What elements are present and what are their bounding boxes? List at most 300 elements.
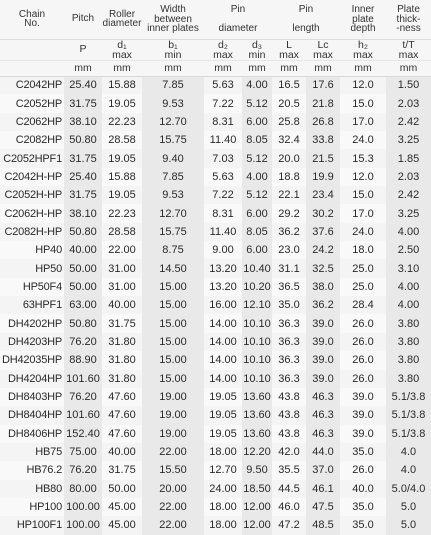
cell-pin-d2: 9.00 xyxy=(212,244,234,257)
header-depth-line3: depth xyxy=(350,23,376,34)
cell-pin-length-lc: 19.9 xyxy=(306,168,340,186)
table-row xyxy=(0,498,431,516)
table-row xyxy=(0,351,431,369)
unit-cell: mm xyxy=(340,60,386,76)
cell-plate-thickness: 3.80 xyxy=(386,314,431,332)
cell-chain-no: HP40 xyxy=(35,244,62,257)
cell-pin-d2: 14.00 xyxy=(209,354,237,367)
cell-inner-width: 19.00 xyxy=(142,406,204,424)
symbol-length-lc-2: max xyxy=(313,48,333,60)
table-row xyxy=(0,94,431,112)
unit-cell: mm xyxy=(242,60,272,76)
cell-pin-length-lc: 39.0 xyxy=(306,333,340,351)
cell-chain-no: DH8404HP xyxy=(7,409,62,422)
cell-pin-length-l: 36.3 xyxy=(278,335,300,348)
cell-roller-diameter: 19.05 xyxy=(108,97,136,110)
cell-pin-length-lc: 23.4 xyxy=(306,186,340,204)
cell-roller-diameter: 22.00 xyxy=(108,244,136,257)
header-roller-diameter xyxy=(102,0,142,39)
cell-pin-length-lc: 44.0 xyxy=(306,443,340,461)
header-thick-line1: Plate xyxy=(397,4,420,15)
cell-pin-d3: 8.05 xyxy=(242,131,272,149)
cell-pin-d3: 13.60 xyxy=(242,406,272,424)
cell-inner-width: 12.70 xyxy=(142,113,204,131)
cell-roller-diameter: 40.00 xyxy=(108,446,136,459)
symbol-length-lc xyxy=(306,39,340,60)
cell-plate-thickness: 4.00 xyxy=(386,278,431,296)
unit-cell: mm xyxy=(306,60,340,76)
cell-plate-depth: 12.0 xyxy=(352,170,374,183)
cell-pin-d2: 7.03 xyxy=(212,152,234,165)
cell-pin-d2: 7.22 xyxy=(212,97,234,110)
cell-plate-depth: 25.0 xyxy=(352,280,374,293)
cell-roller-diameter: 47.60 xyxy=(108,391,136,404)
cell-pin-length-l: 43.8 xyxy=(278,391,300,404)
table-row xyxy=(0,186,431,204)
cell-pitch: 25.40 xyxy=(64,76,102,94)
symbol-row xyxy=(0,39,431,60)
cell-pin-length-l: 36.5 xyxy=(278,280,300,293)
cell-chain-no: C2062H-HP xyxy=(4,207,62,220)
cell-plate-thickness: 2.50 xyxy=(386,241,431,259)
header-roller-line1: Roller xyxy=(108,8,136,20)
header-width-between-inner-plates xyxy=(142,0,204,39)
cell-plate-thickness: 2.03 xyxy=(386,94,431,112)
symbol-depth xyxy=(340,39,386,60)
unit-cell: mm xyxy=(102,60,142,76)
cell-pin-d3: 10.10 xyxy=(242,333,272,351)
unit-cell: mm xyxy=(204,60,242,76)
cell-pitch: 100.00 xyxy=(64,516,102,534)
cell-pin-length-l: 46.0 xyxy=(278,501,300,514)
cell-pitch: 38.10 xyxy=(64,204,102,222)
symbol-length-lc-1: Lc xyxy=(317,39,329,51)
cell-chain-no: C2042H-HP xyxy=(4,170,62,183)
symbol-width-2: min xyxy=(164,48,182,60)
cell-chain-no: HB76.2 xyxy=(26,464,62,477)
symbol-thickness-2: max xyxy=(398,48,419,60)
cell-pitch: 80.00 xyxy=(64,480,102,498)
header-thick-line2: thick- xyxy=(396,13,421,25)
cell-plate-depth: 26.0 xyxy=(352,335,374,348)
cell-pin-d2: 13.20 xyxy=(209,280,237,293)
cell-pin-d2: 5.63 xyxy=(212,170,234,183)
cell-inner-width: 22.00 xyxy=(142,516,204,534)
cell-pin-d3: 12.00 xyxy=(242,498,272,516)
cell-inner-width: 15.75 xyxy=(142,223,204,241)
cell-roller-diameter: 45.00 xyxy=(108,519,136,532)
cell-roller-diameter: 19.05 xyxy=(108,189,136,202)
cell-plate-depth: 26.0 xyxy=(352,354,374,367)
cell-inner-width: 14.50 xyxy=(142,259,204,277)
cell-inner-width: 15.00 xyxy=(142,333,204,351)
cell-pin-length-l: 43.8 xyxy=(278,409,300,422)
cell-pin-length-l: 18.8 xyxy=(278,170,300,183)
cell-inner-width: 12.70 xyxy=(142,204,204,222)
cell-roller-diameter: 15.88 xyxy=(108,170,136,183)
cell-pin-d3: 4.00 xyxy=(242,168,272,186)
header-chain-no-line2: No. xyxy=(24,18,40,30)
cell-pin-d3: 6.00 xyxy=(242,241,272,259)
cell-pitch: 63.00 xyxy=(64,296,102,314)
cell-pitch: 76.20 xyxy=(64,461,102,479)
cell-pin-length-lc: 46.3 xyxy=(306,406,340,424)
cell-plate-thickness: 3.10 xyxy=(386,259,431,277)
cell-pin-d2: 7.22 xyxy=(212,189,234,202)
table-row xyxy=(0,443,431,461)
table-row xyxy=(0,149,431,167)
table-row xyxy=(0,168,431,186)
header-pitch: Pitch xyxy=(64,0,102,39)
unit-cell: mm xyxy=(386,60,431,76)
cell-plate-thickness: 3.25 xyxy=(386,204,431,222)
header-pin-diameter xyxy=(204,0,272,39)
cell-roller-diameter: 28.58 xyxy=(108,134,136,147)
cell-plate-thickness: 5.0/4.0 xyxy=(386,480,431,498)
cell-plate-thickness: 3.25 xyxy=(386,131,431,149)
cell-pitch: 75.00 xyxy=(64,443,102,461)
cell-plate-thickness: 5.1/3.8 xyxy=(386,425,431,443)
cell-pitch: 50.00 xyxy=(64,259,102,277)
cell-pin-d3: 10.20 xyxy=(242,278,272,296)
symbol-pin-d3-2: min xyxy=(248,48,266,60)
cell-pin-length-l: 25.8 xyxy=(278,115,300,128)
cell-pin-d3: 12.20 xyxy=(242,443,272,461)
symbol-pin-d2-1: d₂ xyxy=(218,39,228,51)
cell-inner-width: 7.85 xyxy=(142,76,204,94)
cell-pin-d3: 6.00 xyxy=(242,113,272,131)
cell-pin-length-l: 42.0 xyxy=(278,446,300,459)
table-row xyxy=(0,241,431,259)
header-thick-line3: -ness xyxy=(396,23,421,34)
cell-pin-length-l: 36.3 xyxy=(278,372,300,385)
header-pin-length-line1: Pin xyxy=(298,4,314,15)
table-row xyxy=(0,278,431,296)
cell-chain-no: DH4203HP xyxy=(7,335,62,348)
cell-pitch: 50.80 xyxy=(64,131,102,149)
cell-inner-width: 20.00 xyxy=(142,480,204,498)
cell-pin-length-lc: 36.2 xyxy=(306,296,340,314)
header-inner-plate-depth xyxy=(340,0,386,39)
cell-pin-length-l: 20.0 xyxy=(278,152,300,165)
cell-roller-diameter: 31.00 xyxy=(108,262,136,275)
symbol-pitch: P xyxy=(64,39,102,60)
cell-pin-d2: 18.00 xyxy=(209,519,237,532)
cell-plate-thickness: 4.0 xyxy=(386,443,431,461)
cell-roller-diameter: 22.23 xyxy=(108,115,136,128)
symbol-thickness-1: t/T xyxy=(402,39,415,51)
cell-pin-length-lc: 46.3 xyxy=(306,425,340,443)
cell-pitch: 100.00 xyxy=(64,498,102,516)
cell-pin-length-lc: 21.8 xyxy=(306,94,340,112)
cell-inner-width: 15.00 xyxy=(142,314,204,332)
cell-pin-length-lc: 17.6 xyxy=(306,76,340,94)
cell-roller-diameter: 50.00 xyxy=(108,482,136,495)
symbol-roller xyxy=(102,39,142,60)
cell-roller-diameter: 31.80 xyxy=(108,335,136,348)
cell-roller-diameter: 31.80 xyxy=(108,372,136,385)
header-roller-line2: diameter xyxy=(102,18,142,30)
cell-roller-diameter: 31.75 xyxy=(108,464,136,477)
cell-pitch: 50.80 xyxy=(64,223,102,241)
cell-pin-d2: 19.05 xyxy=(209,391,237,404)
cell-pin-d2: 18.00 xyxy=(209,501,237,514)
cell-pin-d2: 5.63 xyxy=(212,79,234,92)
cell-pin-length-l: 29.2 xyxy=(278,207,300,220)
cell-pin-d2: 14.00 xyxy=(209,372,237,385)
cell-roller-diameter: 45.00 xyxy=(108,501,136,514)
header-plate-thickness xyxy=(386,0,431,39)
cell-plate-depth: 39.0 xyxy=(352,409,374,422)
header-pin-diameter-line2: diameter xyxy=(218,23,258,34)
table-row xyxy=(0,333,431,351)
cell-pin-d3: 4.00 xyxy=(242,76,272,94)
cell-pin-length-l: 23.0 xyxy=(278,244,300,257)
table-row xyxy=(0,296,431,314)
cell-plate-thickness: 1.50 xyxy=(386,76,431,94)
table-row xyxy=(0,516,431,534)
cell-plate-depth: 15.0 xyxy=(352,97,374,110)
header-pin-length xyxy=(272,0,340,39)
cell-pin-d2: 14.00 xyxy=(209,317,237,330)
symbol-chain xyxy=(0,39,64,60)
cell-pin-d3: 10.40 xyxy=(242,259,272,277)
cell-pin-length-lc: 32.5 xyxy=(306,259,340,277)
table-row xyxy=(0,480,431,498)
header-width-line2: between xyxy=(154,13,192,25)
table-row xyxy=(0,113,431,131)
cell-chain-no: DH8406HP xyxy=(7,427,62,440)
cell-pin-length-lc: 26.8 xyxy=(306,113,340,131)
cell-inner-width: 19.00 xyxy=(142,425,204,443)
cell-pitch: 31.75 xyxy=(64,149,102,167)
cell-plate-depth: 17.0 xyxy=(352,207,374,220)
cell-inner-width: 15.00 xyxy=(142,370,204,388)
header-depth-line2: plate xyxy=(352,13,374,25)
cell-pitch: 25.40 xyxy=(64,168,102,186)
cell-pitch: 40.00 xyxy=(64,241,102,259)
cell-pitch: 88.90 xyxy=(64,351,102,369)
cell-pitch: 76.20 xyxy=(64,333,102,351)
cell-inner-width: 9.53 xyxy=(142,94,204,112)
header-row xyxy=(0,0,431,39)
cell-pin-length-l: 47.2 xyxy=(278,519,300,532)
cell-pin-d3: 6.00 xyxy=(242,204,272,222)
cell-pin-length-lc: 46.1 xyxy=(306,480,340,498)
cell-inner-width: 9.53 xyxy=(142,186,204,204)
cell-pin-length-lc: 47.5 xyxy=(306,498,340,516)
symbol-pin-d3-1: d₃ xyxy=(251,39,263,51)
unit-cell: mm xyxy=(272,60,306,76)
cell-roller-diameter: 28.58 xyxy=(108,225,136,238)
cell-chain-no: C2082HP xyxy=(15,134,62,147)
cell-inner-width: 22.00 xyxy=(142,443,204,461)
cell-pin-d3: 12.00 xyxy=(242,516,272,534)
symbol-roller-1: d₁ xyxy=(117,39,127,51)
cell-chain-no: HB80 xyxy=(35,482,62,495)
header-chain-no-line1: Chain xyxy=(18,8,46,20)
symbol-pin-d2-2: max xyxy=(213,48,233,60)
cell-roller-diameter: 15.88 xyxy=(108,79,136,92)
cell-plate-depth: 35.0 xyxy=(352,519,374,532)
cell-pin-d2: 11.40 xyxy=(209,134,237,147)
cell-inner-width: 15.00 xyxy=(142,278,204,296)
table-row xyxy=(0,461,431,479)
cell-plate-thickness: 1.85 xyxy=(386,149,431,167)
cell-plate-depth: 40.0 xyxy=(352,482,374,495)
cell-chain-no: HP100 xyxy=(29,501,62,514)
table-body xyxy=(0,76,431,535)
cell-plate-depth: 39.0 xyxy=(352,427,374,440)
cell-chain-no: DH4202HP xyxy=(7,317,62,330)
cell-plate-depth: 28.4 xyxy=(352,299,374,312)
cell-pin-length-l: 43.8 xyxy=(278,427,300,440)
symbol-pin-d3 xyxy=(242,39,272,60)
cell-pin-length-lc: 46.3 xyxy=(306,388,340,406)
cell-inner-width: 15.00 xyxy=(142,296,204,314)
cell-roller-diameter: 19.05 xyxy=(108,152,136,165)
cell-chain-no: C2052HP xyxy=(15,97,62,110)
cell-pin-d2: 18.00 xyxy=(209,446,237,459)
table-row xyxy=(0,223,431,241)
cell-pin-length-l: 36.3 xyxy=(278,317,300,330)
cell-chain-no: HP50F4 xyxy=(22,280,62,293)
unit-row xyxy=(0,60,431,76)
table-row xyxy=(0,370,431,388)
table-row xyxy=(0,131,431,149)
cell-chain-no: DH4204HP xyxy=(7,372,62,385)
cell-pin-length-l: 31.1 xyxy=(278,262,300,275)
cell-pin-d2: 19.05 xyxy=(209,409,237,422)
cell-pin-length-lc: 21.5 xyxy=(306,149,340,167)
cell-pin-length-lc: 38.0 xyxy=(306,278,340,296)
cell-plate-depth: 26.0 xyxy=(352,317,374,330)
cell-inner-width: 19.00 xyxy=(142,388,204,406)
cell-pin-d3: 13.60 xyxy=(242,388,272,406)
cell-chain-no: DH8403HP xyxy=(7,391,62,404)
symbol-width xyxy=(142,39,204,60)
cell-inner-width: 22.00 xyxy=(142,498,204,516)
header-depth-line1: Inner xyxy=(351,4,375,15)
cell-roller-diameter: 47.60 xyxy=(108,427,136,440)
cell-pin-length-l: 35.0 xyxy=(278,299,300,312)
cell-plate-depth: 26.0 xyxy=(352,464,374,477)
cell-plate-thickness: 3.80 xyxy=(386,333,431,351)
cell-pin-d2: 12.70 xyxy=(209,464,237,477)
cell-pin-d3: 9.50 xyxy=(242,461,272,479)
cell-chain-no: C2052HPF1 xyxy=(3,152,62,165)
cell-pin-length-lc: 30.2 xyxy=(306,204,340,222)
cell-pitch: 101.60 xyxy=(64,406,102,424)
cell-pin-length-l: 36.3 xyxy=(278,354,300,367)
cell-roller-diameter: 40.00 xyxy=(108,299,136,312)
cell-pin-length-l: 32.4 xyxy=(278,134,300,147)
cell-pitch: 31.75 xyxy=(64,94,102,112)
cell-pitch: 50.00 xyxy=(64,278,102,296)
cell-roller-diameter: 47.60 xyxy=(108,409,136,422)
cell-plate-thickness: 5.0 xyxy=(386,516,431,534)
cell-pin-length-lc: 39.0 xyxy=(306,351,340,369)
cell-pin-d2: 13.20 xyxy=(209,262,237,275)
cell-plate-thickness: 3.80 xyxy=(386,351,431,369)
symbol-length-l-1: L xyxy=(286,39,292,51)
cell-pitch: 38.10 xyxy=(64,113,102,131)
cell-inner-width: 15.50 xyxy=(142,461,204,479)
cell-plate-thickness: 5.0 xyxy=(386,498,431,516)
cell-pin-length-lc: 37.0 xyxy=(306,461,340,479)
symbol-thickness xyxy=(386,39,431,60)
cell-pin-length-lc: 37.6 xyxy=(306,223,340,241)
table-row xyxy=(0,314,431,332)
cell-pin-d3: 13.60 xyxy=(242,425,272,443)
table-row xyxy=(0,204,431,222)
unit-cell: mm xyxy=(64,60,102,76)
header-width-line1: Width xyxy=(160,4,186,15)
cell-inner-width: 8.75 xyxy=(142,241,204,259)
cell-plate-depth: 15.3 xyxy=(352,152,374,165)
cell-inner-width: 15.00 xyxy=(142,351,204,369)
cell-inner-width: 7.85 xyxy=(142,168,204,186)
cell-pin-d2: 8.31 xyxy=(212,115,234,128)
cell-pin-length-lc: 48.5 xyxy=(306,516,340,534)
table-row xyxy=(0,406,431,424)
cell-pin-d3: 10.10 xyxy=(242,351,272,369)
cell-roller-diameter: 31.00 xyxy=(108,280,136,293)
cell-pitch: 152.40 xyxy=(64,425,102,443)
cell-pin-d3: 10.10 xyxy=(242,370,272,388)
table-row xyxy=(0,259,431,277)
cell-roller-diameter: 31.75 xyxy=(108,317,136,330)
cell-plate-thickness: 5.1/3.8 xyxy=(386,406,431,424)
cell-pin-d3: 5.12 xyxy=(242,149,272,167)
unit-chain xyxy=(0,60,64,76)
cell-pin-d3: 18.50 xyxy=(242,480,272,498)
cell-pin-d3: 5.12 xyxy=(242,94,272,112)
unit-cell: mm xyxy=(142,60,204,76)
header-pin-diameter-line1: Pin xyxy=(230,4,246,15)
cell-inner-width: 15.75 xyxy=(142,131,204,149)
cell-chain-no: HP50 xyxy=(35,262,62,275)
cell-pin-length-l: 22.1 xyxy=(278,189,300,202)
cell-plate-depth: 24.0 xyxy=(352,225,374,238)
cell-pin-length-l: 35.5 xyxy=(278,464,300,477)
cell-plate-depth: 24.0 xyxy=(352,134,374,147)
cell-plate-depth: 35.0 xyxy=(352,501,374,514)
cell-pin-length-lc: 33.8 xyxy=(306,131,340,149)
header-pin-length-line2: length xyxy=(292,23,320,34)
cell-inner-width: 9.40 xyxy=(142,149,204,167)
cell-pin-length-lc: 39.0 xyxy=(306,370,340,388)
header-width-line3: inner plates xyxy=(147,23,199,34)
cell-plate-depth: 35.0 xyxy=(352,446,374,459)
cell-chain-no: C2062HP xyxy=(15,115,62,128)
symbol-depth-1: h₂ xyxy=(358,39,368,51)
cell-pitch: 50.80 xyxy=(64,314,102,332)
cell-plate-depth: 18.0 xyxy=(352,244,374,257)
cell-plate-thickness: 5.1/3.8 xyxy=(386,388,431,406)
cell-chain-no: C2082H-HP xyxy=(4,225,62,238)
table-row xyxy=(0,388,431,406)
cell-pitch: 101.60 xyxy=(64,370,102,388)
cell-plate-thickness: 2.42 xyxy=(386,113,431,131)
cell-chain-no: 63HPF1 xyxy=(22,299,62,312)
cell-pin-length-l: 16.5 xyxy=(278,79,300,92)
cell-chain-no: HB75 xyxy=(35,446,62,459)
cell-roller-diameter: 31.80 xyxy=(108,354,136,367)
cell-plate-thickness: 4.0 xyxy=(386,461,431,479)
cell-plate-thickness: 2.03 xyxy=(386,168,431,186)
cell-pin-d2: 19.05 xyxy=(209,427,237,440)
